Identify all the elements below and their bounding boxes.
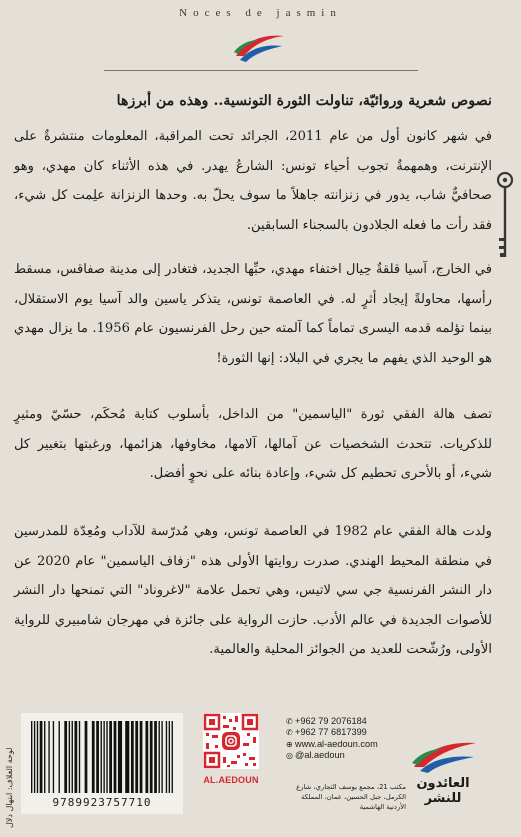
header-divider bbox=[104, 70, 418, 71]
barcode-bar bbox=[159, 721, 160, 793]
social-handle[interactable]: ◎ @al.aedoun bbox=[286, 750, 345, 761]
publisher-address: مكتب 21، مجمع يوسف التجاري، شارع الكرمل، جبل الحسين، عمان، المملكة الأردنية الهاشمية bbox=[296, 783, 406, 811]
barcode-bar bbox=[169, 721, 170, 793]
barcode-bar bbox=[34, 721, 35, 793]
barcode-bar bbox=[161, 721, 162, 793]
barcode-bar bbox=[69, 721, 70, 793]
globe-icon: ⊕ bbox=[286, 739, 293, 749]
barcode-bar bbox=[109, 721, 112, 793]
barcode-bar bbox=[140, 721, 143, 793]
barcode-bar bbox=[72, 721, 73, 793]
website-link[interactable]: ⊕ www.al-aedoun.com bbox=[286, 738, 378, 749]
barcode-bar bbox=[44, 721, 45, 793]
barcode-bar bbox=[118, 721, 122, 793]
isbn-barcode bbox=[21, 713, 183, 814]
barcode-bars bbox=[29, 721, 175, 793]
barcode-bar bbox=[154, 721, 157, 793]
barcode-bar bbox=[64, 721, 67, 793]
paragraph-synopsis-2: في الخارج، آسيا قلقةٌ حِيال اختفاء مهدي، حبِّها الجديد، فتغادر إلى مدينة صفاقس، مسقط رأسها، محاولةً إيجاد أثرٍ له. في العاصمة تونس، يتذكر ياسين والد آسيا يوم الاستقلال، بينما تؤلمه قدمه اليسرى تماماً كما آلمته حين رحل الفرنسيون عام 1956. ما يزال مهدي هو الوحيد الذي يفهم ما يجري في البلاد: إنها الثورة! bbox=[14, 262, 492, 366]
barcode-bar bbox=[172, 721, 173, 793]
barcode-bar bbox=[79, 721, 80, 793]
instagram-icon: ◎ bbox=[286, 751, 293, 761]
barcode-bar bbox=[31, 721, 32, 793]
barcode-bar bbox=[40, 721, 43, 793]
barcode-bar bbox=[145, 721, 148, 793]
headline: نصوص شعرية وروائيّة، تناولت الثورة التونسية.. وهذه من أبرزها bbox=[116, 93, 492, 109]
barcode-bar bbox=[131, 721, 134, 793]
publisher-name: العائدون للنشر bbox=[416, 776, 470, 806]
qr-block[interactable] bbox=[200, 713, 262, 791]
barcode-bar bbox=[106, 721, 107, 793]
key-icon bbox=[495, 168, 515, 268]
bird-swoosh-logo bbox=[232, 26, 288, 66]
barcode-bar bbox=[150, 721, 153, 793]
series-title: Noces de jasmin bbox=[179, 7, 342, 19]
barcode-bar bbox=[92, 721, 95, 793]
publisher-logo-icon bbox=[410, 735, 480, 775]
phone-line-2[interactable]: ✆ +962 77 6817399 bbox=[286, 727, 367, 738]
qr-label: AL.AEDOUN bbox=[203, 775, 259, 785]
barcode-bar bbox=[74, 721, 77, 793]
barcode-bar bbox=[103, 721, 104, 793]
qr-code[interactable] bbox=[203, 713, 259, 769]
barcode-bar bbox=[135, 721, 138, 793]
phone-icon: ✆ bbox=[286, 728, 293, 738]
barcode-bar bbox=[166, 721, 167, 793]
phone-icon: ✆ bbox=[286, 717, 293, 726]
barcode-bar bbox=[125, 721, 129, 793]
barcode-bar bbox=[114, 721, 117, 793]
paragraph-description: تصف هالة الفقي ثورة "الياسمين" من الداخل، بأسلوب كتابة مُحكَم، حسّيّ ومثيرٍ للذكريات. تتحدث الشخصيات عن آمالها، آلامها، مخاوفها، هزائمها، ورغبتها بتغيير كل شيء، أو بالأحرى تحطيم كل شيء، وإعادة بنائه على نحوٍ أفضل. bbox=[14, 407, 492, 482]
phone-line-1[interactable]: ✆ +962 79 2076184 bbox=[286, 716, 367, 726]
barcode-bar bbox=[85, 721, 88, 793]
paragraph-synopsis-1: في شهر كانون أول من عام 2011، الجرائد تحت المراقبة، المعلومات منتشرةٌ على الإنترنت، وهمهمةٌ تجوب أحياء تونس: الشارعُ يهدر. في هذه الأثناء كان مهدي، وهو صحافيٌّ شاب، يدور في زنزانته جاهلاً ما سوف يحلّ به. وحدها الزنزانة علِمت كل شيء، فقد رأت ما فعله الجلادون بالسجناء السابقين. bbox=[14, 129, 492, 233]
contact-info bbox=[286, 716, 406, 762]
barcode-bar bbox=[53, 721, 54, 793]
barcode-bar bbox=[96, 721, 99, 793]
cover-art-credit: لوحة الغلاف: ابتهال دلال bbox=[5, 747, 14, 828]
barcode-bar bbox=[59, 721, 60, 793]
barcode-bar bbox=[101, 721, 102, 793]
paragraph-author-bio: ولدت هالة الفقي عام 1982 في العاصمة تونس، وهي مُدرّسة للآداب ومُعِدّة للمدرسين في منطقة المحيط الهندي. صدرت روايتها الأولى هذه "زفاف الياسمين" عام 2020 عن دار النشر الفرنسية جي سي لاتيس، وهي تحمل علامة "لاغروناد" التي تمنحها دار النشر للأصوات الجديدة في عالم الأدب. حازت الرواية على جائزة في مهرجان شامبيري للرواية الأولى، ورُشّحت للعديد من الجوائز المحلية والعالمية. bbox=[14, 524, 492, 658]
isbn-number: 9789923757710 bbox=[52, 796, 152, 809]
barcode-bar bbox=[48, 721, 49, 793]
barcode-bar bbox=[37, 721, 38, 793]
